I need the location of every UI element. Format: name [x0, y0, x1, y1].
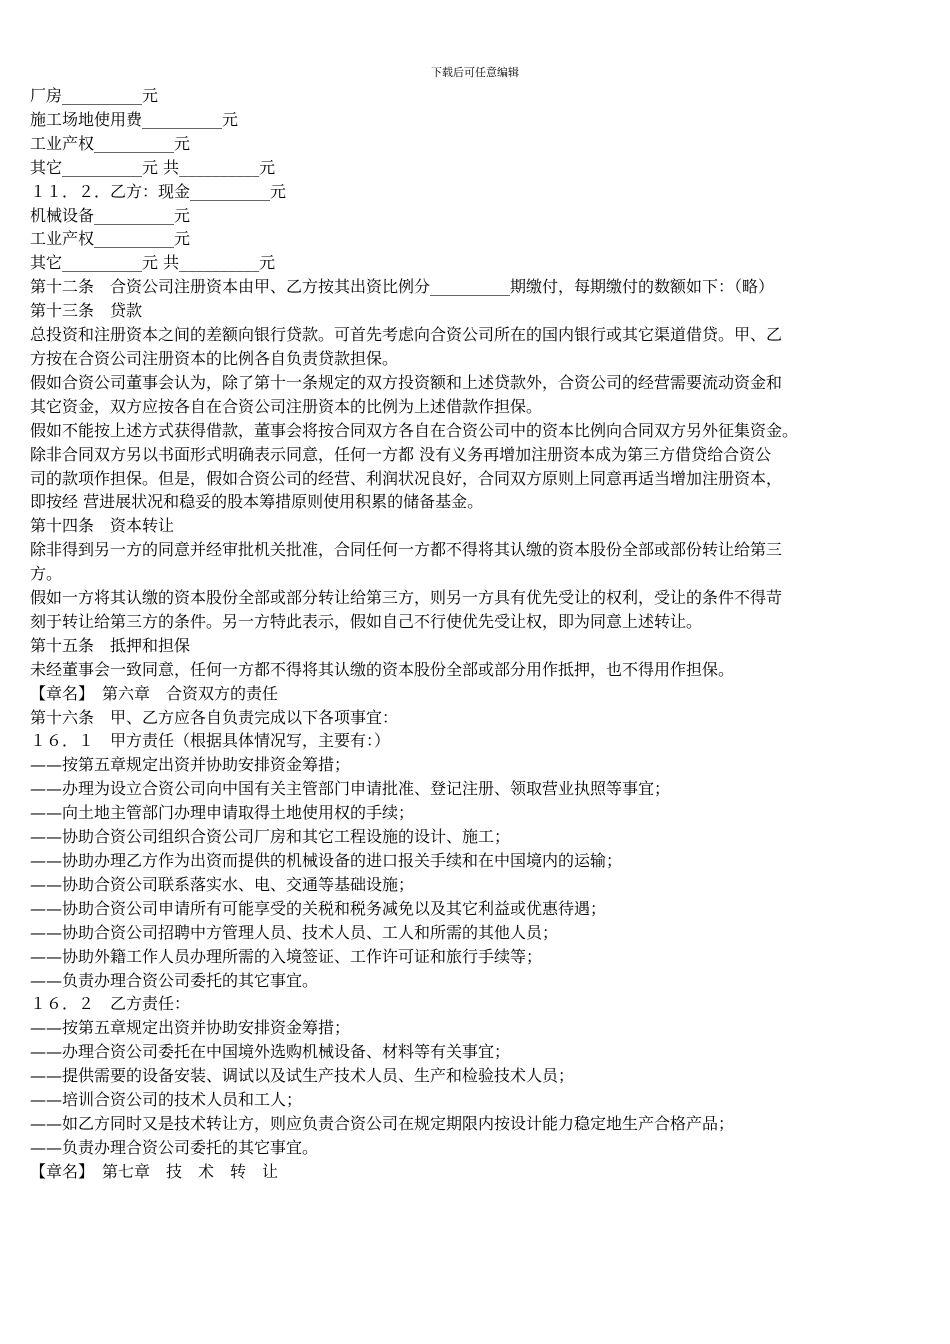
text-line: ——协助办理乙方作为出资而提供的机械设备的进口报关手续和在中国境内的运输；: [30, 851, 623, 870]
text-line: 第十三条 贷款: [30, 301, 143, 321]
text-line: ——办理为设立合资公司向中国有关主管部门申请批准、登记注册、领取营业执照等事宜；: [30, 779, 671, 799]
text-line: ——如乙方同时又是技术转让方，则应负责合资公司在规定期限内按设计能力稳定地生产合格产品；: [30, 1113, 735, 1133]
text-line: 工业产权__________元: [30, 133, 191, 153]
text-line: ——协助外籍工作人员办理所需的入境签证、工作许可证和旅行手续等；: [30, 946, 543, 966]
text-line: ——协助合资公司招聘中方管理人员、技术人员、工人和所需的其他人员；: [30, 922, 559, 942]
text-line: ——按第五章规定出资并协助安排资金筹措；: [30, 1018, 351, 1038]
text-line: 除非合同双方另以书面形式明确表示同意，任何一方都 没有义务再增加注册资本成为第三方借贷给合资公: [30, 444, 772, 464]
text-line: 【章名】 第七章 技 术 转 让: [30, 1161, 279, 1181]
text-line: 即按经 营进展状况和稳妥的股本筹措原则使用积累的储备基金。: [30, 492, 484, 512]
text-line: 其它__________元 共__________元: [30, 157, 276, 177]
text-line: １６．２ 乙方责任：: [30, 994, 191, 1014]
text-line: 未经董事会一致同意，任何一方都不得将其认缴的资本股份全部或部分用作抵押，也不得用作担保。: [30, 659, 735, 679]
text-line: ——协助合资公司联系落实水、电、交通等基础设施；: [30, 874, 415, 894]
text-line: 【章名】 第六章 合资双方的责任: [30, 683, 279, 703]
text-line: 方。: [30, 564, 63, 584]
text-line: 第十六条 甲、乙方应各自负责完成以下各项事宜：: [30, 707, 399, 727]
text-line: ——负责办理合资公司委托的其它事宜。: [30, 1137, 319, 1157]
text-line: 其它资金，双方应按各自在合资公司注册资本的比例为上述借款作担保。: [30, 396, 543, 416]
text-line: ——提供需要的设备安装、调试以及试生产技术人员、生产和检验技术人员；: [30, 1066, 575, 1086]
text-line: 第十四条 资本转让: [30, 516, 175, 536]
document-body: [30, 84, 935, 1184]
text-line: 司的款项作担保。但是，假如合资公司的经营、利润状况良好，合同双方原则上同意再适当增加注册资本，: [30, 468, 783, 488]
text-line: 假如合资公司董事会认为，除了第十一条规定的双方投资额和上述贷款外，合资公司的经营需要流动资金和: [30, 372, 783, 392]
text-line: 方按在合资公司注册资本的比例各自负责贷款担保。: [30, 348, 399, 368]
text-line: 除非得到另一方的同意并经审批机关批准，合同任何一方都不得将其认缴的资本股份全部或部份转让给第三: [30, 540, 783, 560]
text-line: 假如不能按上述方式获得借款，董事会将按合同双方各自在合资公司中的资本比例向合同双方另外征集资金。: [30, 420, 799, 440]
text-line: 机械设备__________元: [30, 205, 191, 225]
text-line: 其它__________元 共__________元: [30, 253, 276, 273]
text-line: 第十五条 抵押和担保: [30, 635, 191, 655]
text-line: ——负责办理合资公司委托的其它事宜。: [30, 970, 319, 990]
text-line: 厂房__________元: [30, 86, 159, 105]
text-line: ——办理合资公司委托在中国境外选购机械设备、材料等有关事宜；: [30, 1042, 511, 1062]
text-line: ——协助合资公司组织合资公司厂房和其它工程设施的设计、施工；: [30, 827, 511, 847]
page-header-note: 下载后可任意编辑: [431, 66, 519, 79]
text-line: 假如一方将其认缴的资本股份全部或部分转让给第三方，则另一方具有优先受让的权利，受让的条件不得苛: [30, 588, 783, 608]
text-line: ——培训合资公司的技术人员和工人；: [30, 1090, 303, 1110]
text-line: 施工场地使用费__________元: [30, 109, 239, 129]
text-line: ——协助合资公司申请所有可能享受的关税和税务减免以及其它利益或优惠待遇；: [30, 898, 607, 918]
text-line: 第十二条 合资公司注册资本由甲、乙方按其出资比例分__________期缴付，每期缴付的数额如下：（略）: [30, 277, 775, 297]
text-line: 总投资和注册资本之间的差额向银行贷款。可首先考虑向合资公司所在的国内银行或其它渠道借贷。甲、乙: [30, 325, 783, 345]
text-line: 刻于转让给第三方的条件。另一方特此表示，假如自己不行使优先受让权，即为同意上述转让。: [30, 611, 703, 631]
text-line: ——按第五章规定出资并协助安排资金筹措；: [30, 755, 351, 775]
text-line: １６．１ 甲方责任（根据具体情况写，主要有：）: [30, 731, 391, 751]
text-line: 工业产权__________元: [30, 229, 191, 249]
text-line: １１．２．乙方：现金__________元: [30, 181, 287, 201]
text-line: ——向土地主管部门办理申请取得土地使用权的手续；: [30, 803, 415, 823]
